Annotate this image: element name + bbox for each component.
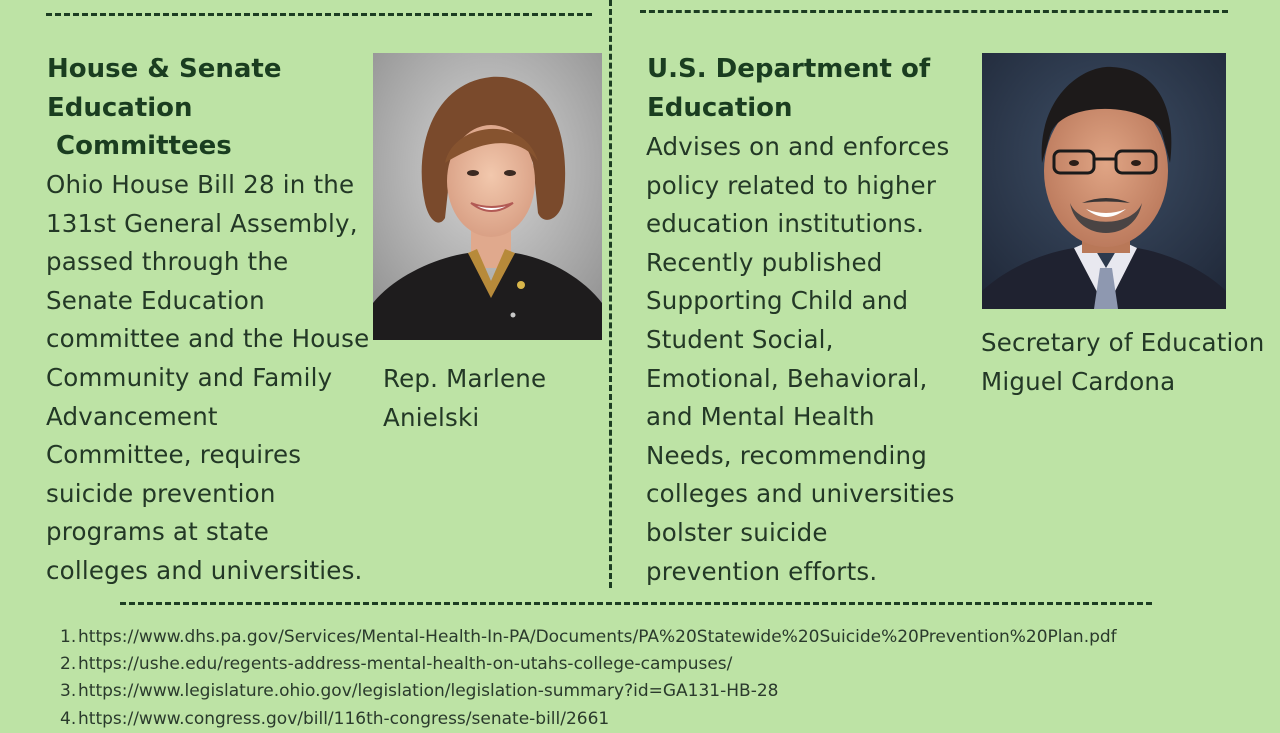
references-list bbox=[60, 624, 1117, 733]
reference-number: 3. bbox=[60, 681, 77, 702]
body-line: Student Social, bbox=[646, 324, 834, 354]
portrait-woman-image bbox=[373, 53, 602, 340]
body-line: committee and the House bbox=[46, 324, 370, 354]
reference-item bbox=[60, 678, 1117, 705]
caption-line: Rep. Marlene bbox=[383, 364, 547, 393]
body-line: programs at state bbox=[46, 517, 270, 547]
left-panel-body bbox=[46, 166, 376, 591]
left-panel-heading bbox=[47, 50, 367, 166]
body-line: Supporting Child and bbox=[646, 286, 909, 316]
center-divider bbox=[609, 0, 612, 588]
caption-line: Secretary of Education bbox=[981, 328, 1265, 357]
heading-line: Education bbox=[647, 92, 793, 123]
body-line: prevention efforts. bbox=[646, 556, 878, 586]
portrait-man-image bbox=[982, 53, 1226, 309]
reference-link[interactable]: https://www.congress.gov/bill/116th-congress/senate-bill/2661 bbox=[78, 708, 610, 729]
heading-line: Education bbox=[47, 92, 193, 123]
reference-link[interactable]: https://ushe.edu/regents-address-mental-health-on-utahs-college-campuses/ bbox=[78, 654, 733, 675]
caption-line: Miguel Cardona bbox=[981, 366, 1176, 396]
miguel-cardona-photo bbox=[982, 53, 1226, 309]
body-line: education institutions. bbox=[646, 209, 925, 239]
reference-link[interactable]: https://www.legislature.ohio.gov/legislation/legislation-summary?id=GA131-HB-28 bbox=[78, 681, 779, 702]
marlene-anielski-photo bbox=[373, 53, 602, 340]
reference-item bbox=[60, 651, 1117, 678]
top-left-divider bbox=[46, 13, 592, 16]
marlene-anielski-caption bbox=[383, 360, 603, 437]
body-line: bolster suicide bbox=[646, 517, 828, 547]
body-line: Emotional, Behavioral, bbox=[646, 363, 928, 393]
body-line: 131st General Assembly, bbox=[46, 208, 358, 238]
body-line: Committee, requires bbox=[46, 440, 302, 470]
top-right-divider bbox=[640, 10, 1228, 13]
right-panel-heading bbox=[647, 50, 967, 127]
bottom-divider bbox=[120, 602, 1152, 605]
body-line: Community and Family bbox=[46, 362, 333, 392]
reference-number: 4. bbox=[60, 708, 77, 729]
heading-line: Committees bbox=[47, 131, 232, 161]
body-line: Senate Education bbox=[46, 285, 265, 315]
body-line: Advancement bbox=[46, 401, 218, 431]
body-line: colleges and universities. bbox=[46, 555, 363, 585]
heading-line: House & Senate bbox=[47, 54, 282, 84]
body-line: and Mental Health bbox=[646, 402, 875, 432]
body-line: Needs, recommending bbox=[646, 440, 928, 470]
miguel-cardona-caption bbox=[981, 324, 1276, 401]
reference-link[interactable]: https://www.dhs.pa.gov/Services/Mental-Health-In-PA/Documents/PA%20Statewide%20Suicide%20Prevention%20Plan.pdf bbox=[78, 627, 1117, 647]
body-line: Recently published bbox=[646, 247, 883, 277]
body-line: Ohio House Bill 28 in the bbox=[46, 170, 355, 199]
body-line: colleges and universities bbox=[646, 479, 955, 509]
body-line: passed through the bbox=[46, 247, 289, 277]
caption-line: Anielski bbox=[383, 402, 480, 432]
heading-line: U.S. Department of bbox=[647, 54, 931, 84]
reference-item bbox=[60, 706, 1117, 733]
body-line: Advises on and enforces bbox=[646, 132, 950, 161]
right-panel-body bbox=[646, 128, 966, 591]
reference-number: 2. bbox=[60, 654, 77, 675]
body-line: policy related to higher bbox=[646, 170, 937, 200]
reference-item bbox=[60, 624, 1117, 651]
reference-number: 1. bbox=[60, 627, 77, 647]
body-line: suicide prevention bbox=[46, 478, 276, 508]
